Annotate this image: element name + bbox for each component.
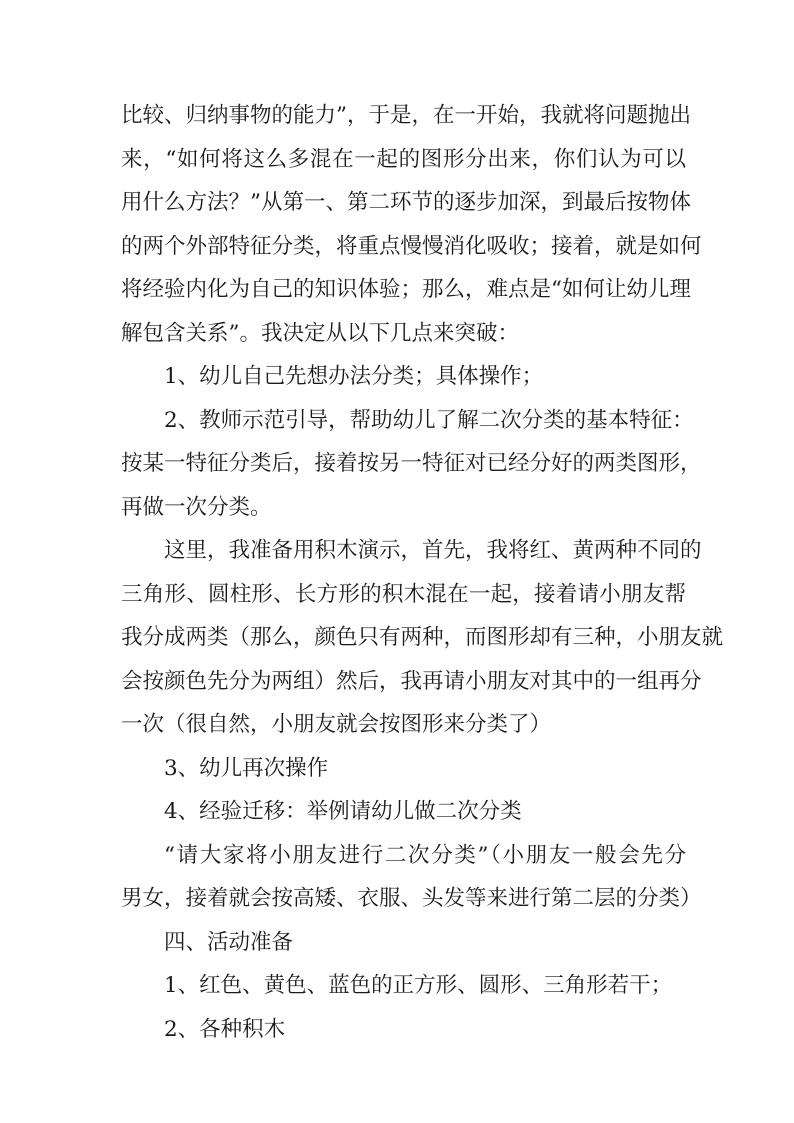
explain-line-3: 我分成两类（那么，颜色只有两种，而图形却有三种，小朋友就 <box>121 625 724 650</box>
explain-line-5: 一次（很自然，小朋友就会按图形来分类了） <box>121 712 552 737</box>
step2-line-3: 再做一次分类。 <box>121 494 272 520</box>
explain-line-2: 三角形、圆柱形、长方形的积木混在一起，接着请小朋友帮 <box>121 581 686 607</box>
step2-paragraph <box>121 399 702 530</box>
step4-paragraph <box>121 790 686 834</box>
quote-line-2: 男女，接着就会按高矮、衣服、头发等来进行第二层的分类） <box>121 886 702 911</box>
intro-line-6: 解包含关系”。我决定从以下几点来突破： <box>121 320 519 346</box>
document-body <box>121 94 724 1051</box>
step3-line-1: 3、幼儿再次操作 <box>164 755 329 781</box>
intro-line-4: 的两个外部特征分类，将重点慢慢消化吸收；接着，就是如何 <box>121 233 702 259</box>
quote-paragraph <box>121 834 702 921</box>
prep1-paragraph <box>121 964 686 1008</box>
intro-line-5: 将经验内化为自己的知识体验；那么，难点是“如何让幼儿理 <box>121 277 691 302</box>
intro-paragraph <box>121 94 702 355</box>
section4-line-1: 四、活动准备 <box>164 929 294 955</box>
quote-line-1: “请大家将小朋友进行二次分类”（小朋友一般会先分 <box>164 842 686 868</box>
prep2-line-1: 2、各种积木 <box>164 1016 286 1042</box>
step2-line-1: 2、教师示范引导，帮助幼儿了解二次分类的基本特征： <box>164 407 694 433</box>
intro-line-3: 用什么方法？”从第一、第二环节的逐步加深，到最后按物体 <box>121 190 691 215</box>
prep2-paragraph <box>121 1008 686 1052</box>
step3-paragraph <box>121 747 686 791</box>
step1-line-1: 1、幼儿自己先想办法分类；具体操作； <box>164 364 544 389</box>
intro-line-1: 比较、归纳事物的能力”，于是，在一开始，我就将问题抛出 <box>121 103 691 128</box>
step2-line-2: 按某一特征分类后，接着按另一特征对已经分好的两类图形， <box>121 451 702 476</box>
explain-paragraph <box>121 529 724 747</box>
section4-heading <box>121 921 686 965</box>
intro-line-2: 来，“如何将这么多混在一起的图形分出来，你们认为可以 <box>121 146 686 172</box>
step4-line-1: 4、经验迁移：举例请幼儿做二次分类 <box>164 799 522 824</box>
prep1-line-1: 1、红色、黄色、蓝色的正方形、圆形、三角形若干； <box>164 973 673 998</box>
step1-paragraph <box>121 355 686 399</box>
explain-line-1: 这里，我准备用积木演示，首先，我将红、黄两种不同的 <box>164 538 702 563</box>
explain-line-4: 会按颜色先分为两组）然后，我再请小朋友对其中的一组再分 <box>121 668 702 694</box>
